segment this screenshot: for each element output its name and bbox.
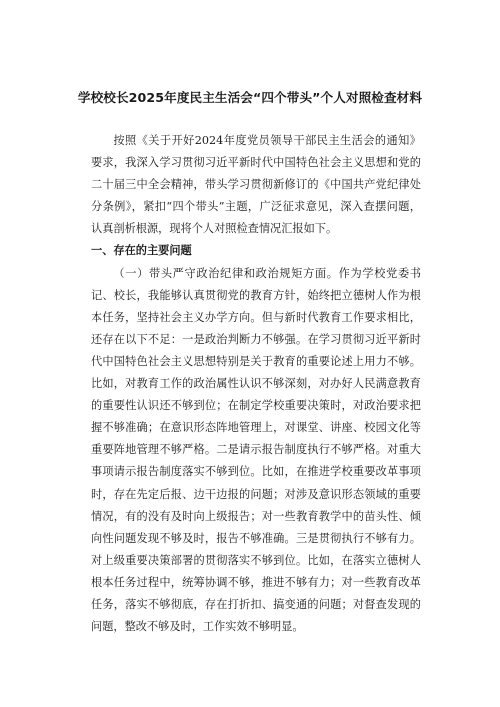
document-title: 学校校长2025年度民主生活会“四个带头”个人对照检查材料 xyxy=(77,90,423,105)
document-body xyxy=(91,130,421,638)
section-heading: 一、存在的主要问题 xyxy=(91,244,192,258)
intro-paragraph: 按照《关于开好2024年度党员领导干部民主生活会的通知》要求，我深入学习贯彻习近平新时代中国特色社会主义思想和党的二十届三中全会精神，带头学习贯彻新修订的《中国共产党纪律处分条例》，紧扣“四个带头”主题，广泛征求意见，深入查摆问题，认真剖析根源，现将个人对照检查情况汇报如下。 xyxy=(91,134,421,236)
section-paragraph: （一）带头严守政治纪律和政治规矩方面。作为学校党委书记、校长，我能够认真贯彻党的教育方针，始终把立德树人作为根本任务，坚持社会主义办学方向。但与新时代教育工作要求相比，还存在以下不足：一是政治判断力不够强。在学习贯彻习近平新时代中国特色社会主义思想特别是关于教育的重要论述上用力不够。比如，对教育工作的政治属性认识不够深刻，对办好人民满意教育的重要性认识还不够到位；在制定学校重要决策时，对政治要求把握不够准确；在意识形态阵地管理上，对课堂、讲座、校园文化等重要阵地管理不够严格。二是请示报告制度执行不够严格。对重大事项请示报告制度落实不够到位。比如，在推进学校重要改革事项时，存在先定后报、边干边报的问题；对涉及意识形态领域的重要情况，有的没有及时向上级报告；对一些教育教学中的苗头性、倾向性问题发现不够及时，报告不够准确。三是贯彻执行不够有力。对上级重要决策部署的贯彻落实不够到位。比如，在落实立德树人根本任务过程中，统筹协调不够，推进不够有力；对一些教育改革任务，落实不够彻底，存在打折扣、搞变通的问题；对督查发现的问题，整改不够及时，工作实效不够明显。 xyxy=(91,266,421,634)
